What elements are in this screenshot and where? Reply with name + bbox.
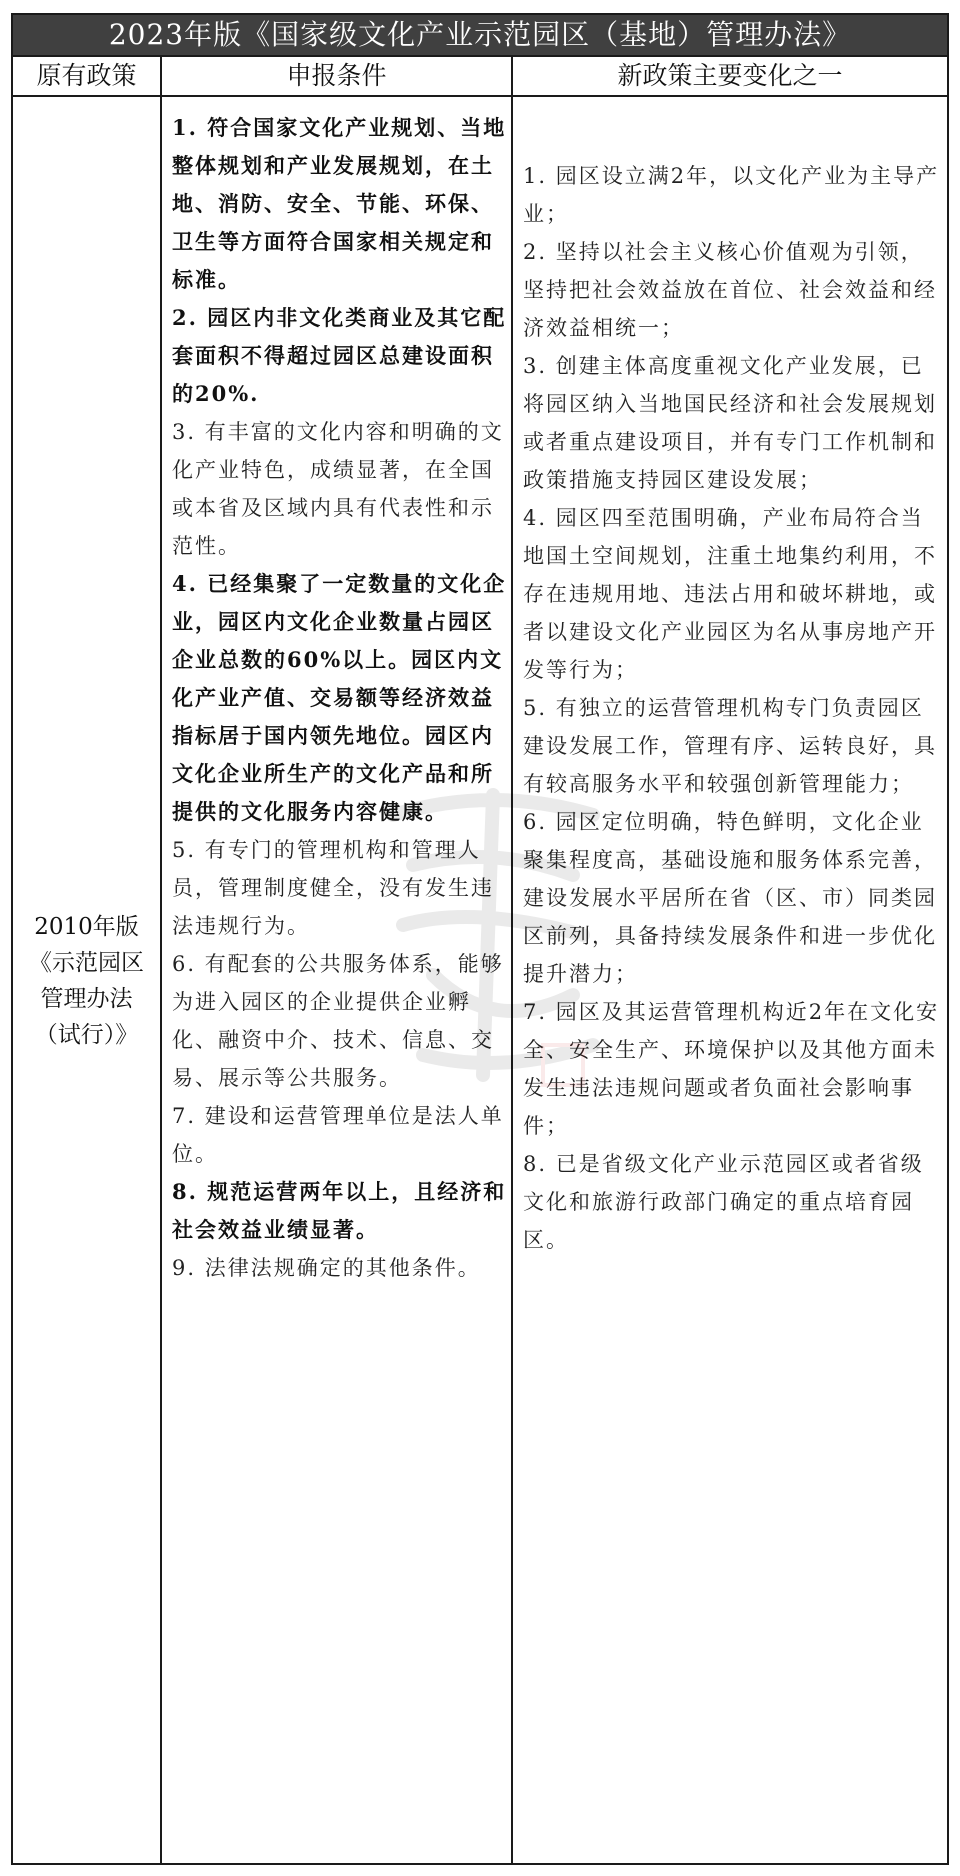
old-condition-item: 6. 有配套的公共服务体系，能够为进入园区的企业提供企业孵化、融资中介、技术、信息、交易、展示等公共服务。 xyxy=(172,952,504,1090)
original-policy-cell xyxy=(13,97,160,1865)
new-change-item: 3. 创建主体高度重视文化产业发展，已将园区纳入当地国民经济和社会发展规划或者重点建设项目，并有专门工作机制和政策措施支持园区建设发展； xyxy=(523,354,937,492)
old-condition-item: 3. 有丰富的文化内容和明确的文化产业特色，成绩显著，在全国或本省及区域内具有代表性和示范性。 xyxy=(172,420,504,558)
table-title: 2023年版《国家级文化产业示范园区（基地）管理办法》 xyxy=(13,15,947,55)
old-condition-item: 2. 园区内非文化类商业及其它配套面积不得超过园区总建设面积的20%. xyxy=(172,305,507,406)
new-change-item: 7. 园区及其运营管理机构近2年在文化安全、安全生产、环境保护以及其他方面未发生违法违规问题或者负面社会影响事件； xyxy=(523,1000,940,1138)
old-condition-item: 1. 符合国家文化产业规划、当地整体规划和产业发展规划，在土地、消防、安全、节能、环保、卫生等方面符合国家相关规定和标准。 xyxy=(172,115,507,292)
policy-comparison-table xyxy=(11,13,949,1865)
old-conditions-cell xyxy=(160,97,511,1865)
new-change-item: 4. 园区四至范围明确，产业布局符合当地国土空间规划，注重土地集约利用，不存在违规用地、违法占用和破坏耕地，或者以建设文化产业园区为名从事房地产开发等行为； xyxy=(523,506,937,682)
new-change-item: 1. 园区设立满2年，以文化产业为主导产业； xyxy=(523,164,940,226)
new-change-item: 8. 已是省级文化产业示范园区或者省级文化和旅游行政部门确定的重点培育园区。 xyxy=(523,1152,924,1252)
old-condition-item: 9. 法律法规确定的其他条件。 xyxy=(172,1256,481,1280)
old-condition-item: 8. 规范运营两年以上，且经济和社会效益业绩显著。 xyxy=(172,1179,507,1242)
old-condition-item: 4. 已经集聚了一定数量的文化企业，园区内文化企业数量占园区企业总数的60%以上。园区内文化产业产值、交易额等经济效益指标居于国内领先地位。园区内文化企业所生产的文化产品和所提供的文化服务内容健康。 xyxy=(172,571,507,824)
old-condition-item: 5. 有专门的管理机构和管理人员，管理制度健全，没有发生违法违规行为。 xyxy=(172,838,494,938)
new-change-item: 2. 坚持以社会主义核心价值观为引领，坚持把社会效益放在首位、社会效益和经济效益相统一； xyxy=(523,240,937,340)
original-policy-name: 2010年版《示范园区管理办法（试行）》 xyxy=(29,914,144,1048)
header-original-policy: 原有政策 xyxy=(36,61,137,90)
new-change-item: 5. 有独立的运营管理机构专门负责园区建设发展工作，管理有序、运转良好，具有较高服务水平和较强创新管理能力； xyxy=(523,696,937,796)
table-header-row xyxy=(13,55,947,97)
new-changes-cell xyxy=(511,97,947,1865)
table-body-row xyxy=(13,97,947,1865)
header-changes: 新政策主要变化之一 xyxy=(511,57,947,95)
old-condition-item: 7. 建设和运营管理单位是法人单位。 xyxy=(172,1104,504,1166)
new-change-item: 6. 园区定位明确，特色鲜明，文化企业聚集程度高，基础设施和服务体系完善，建设发展水平居所在省（区、市）同类园区前列，具备持续发展条件和进一步优化提升潜力； xyxy=(523,810,937,986)
header-conditions: 申报条件 xyxy=(160,57,511,95)
